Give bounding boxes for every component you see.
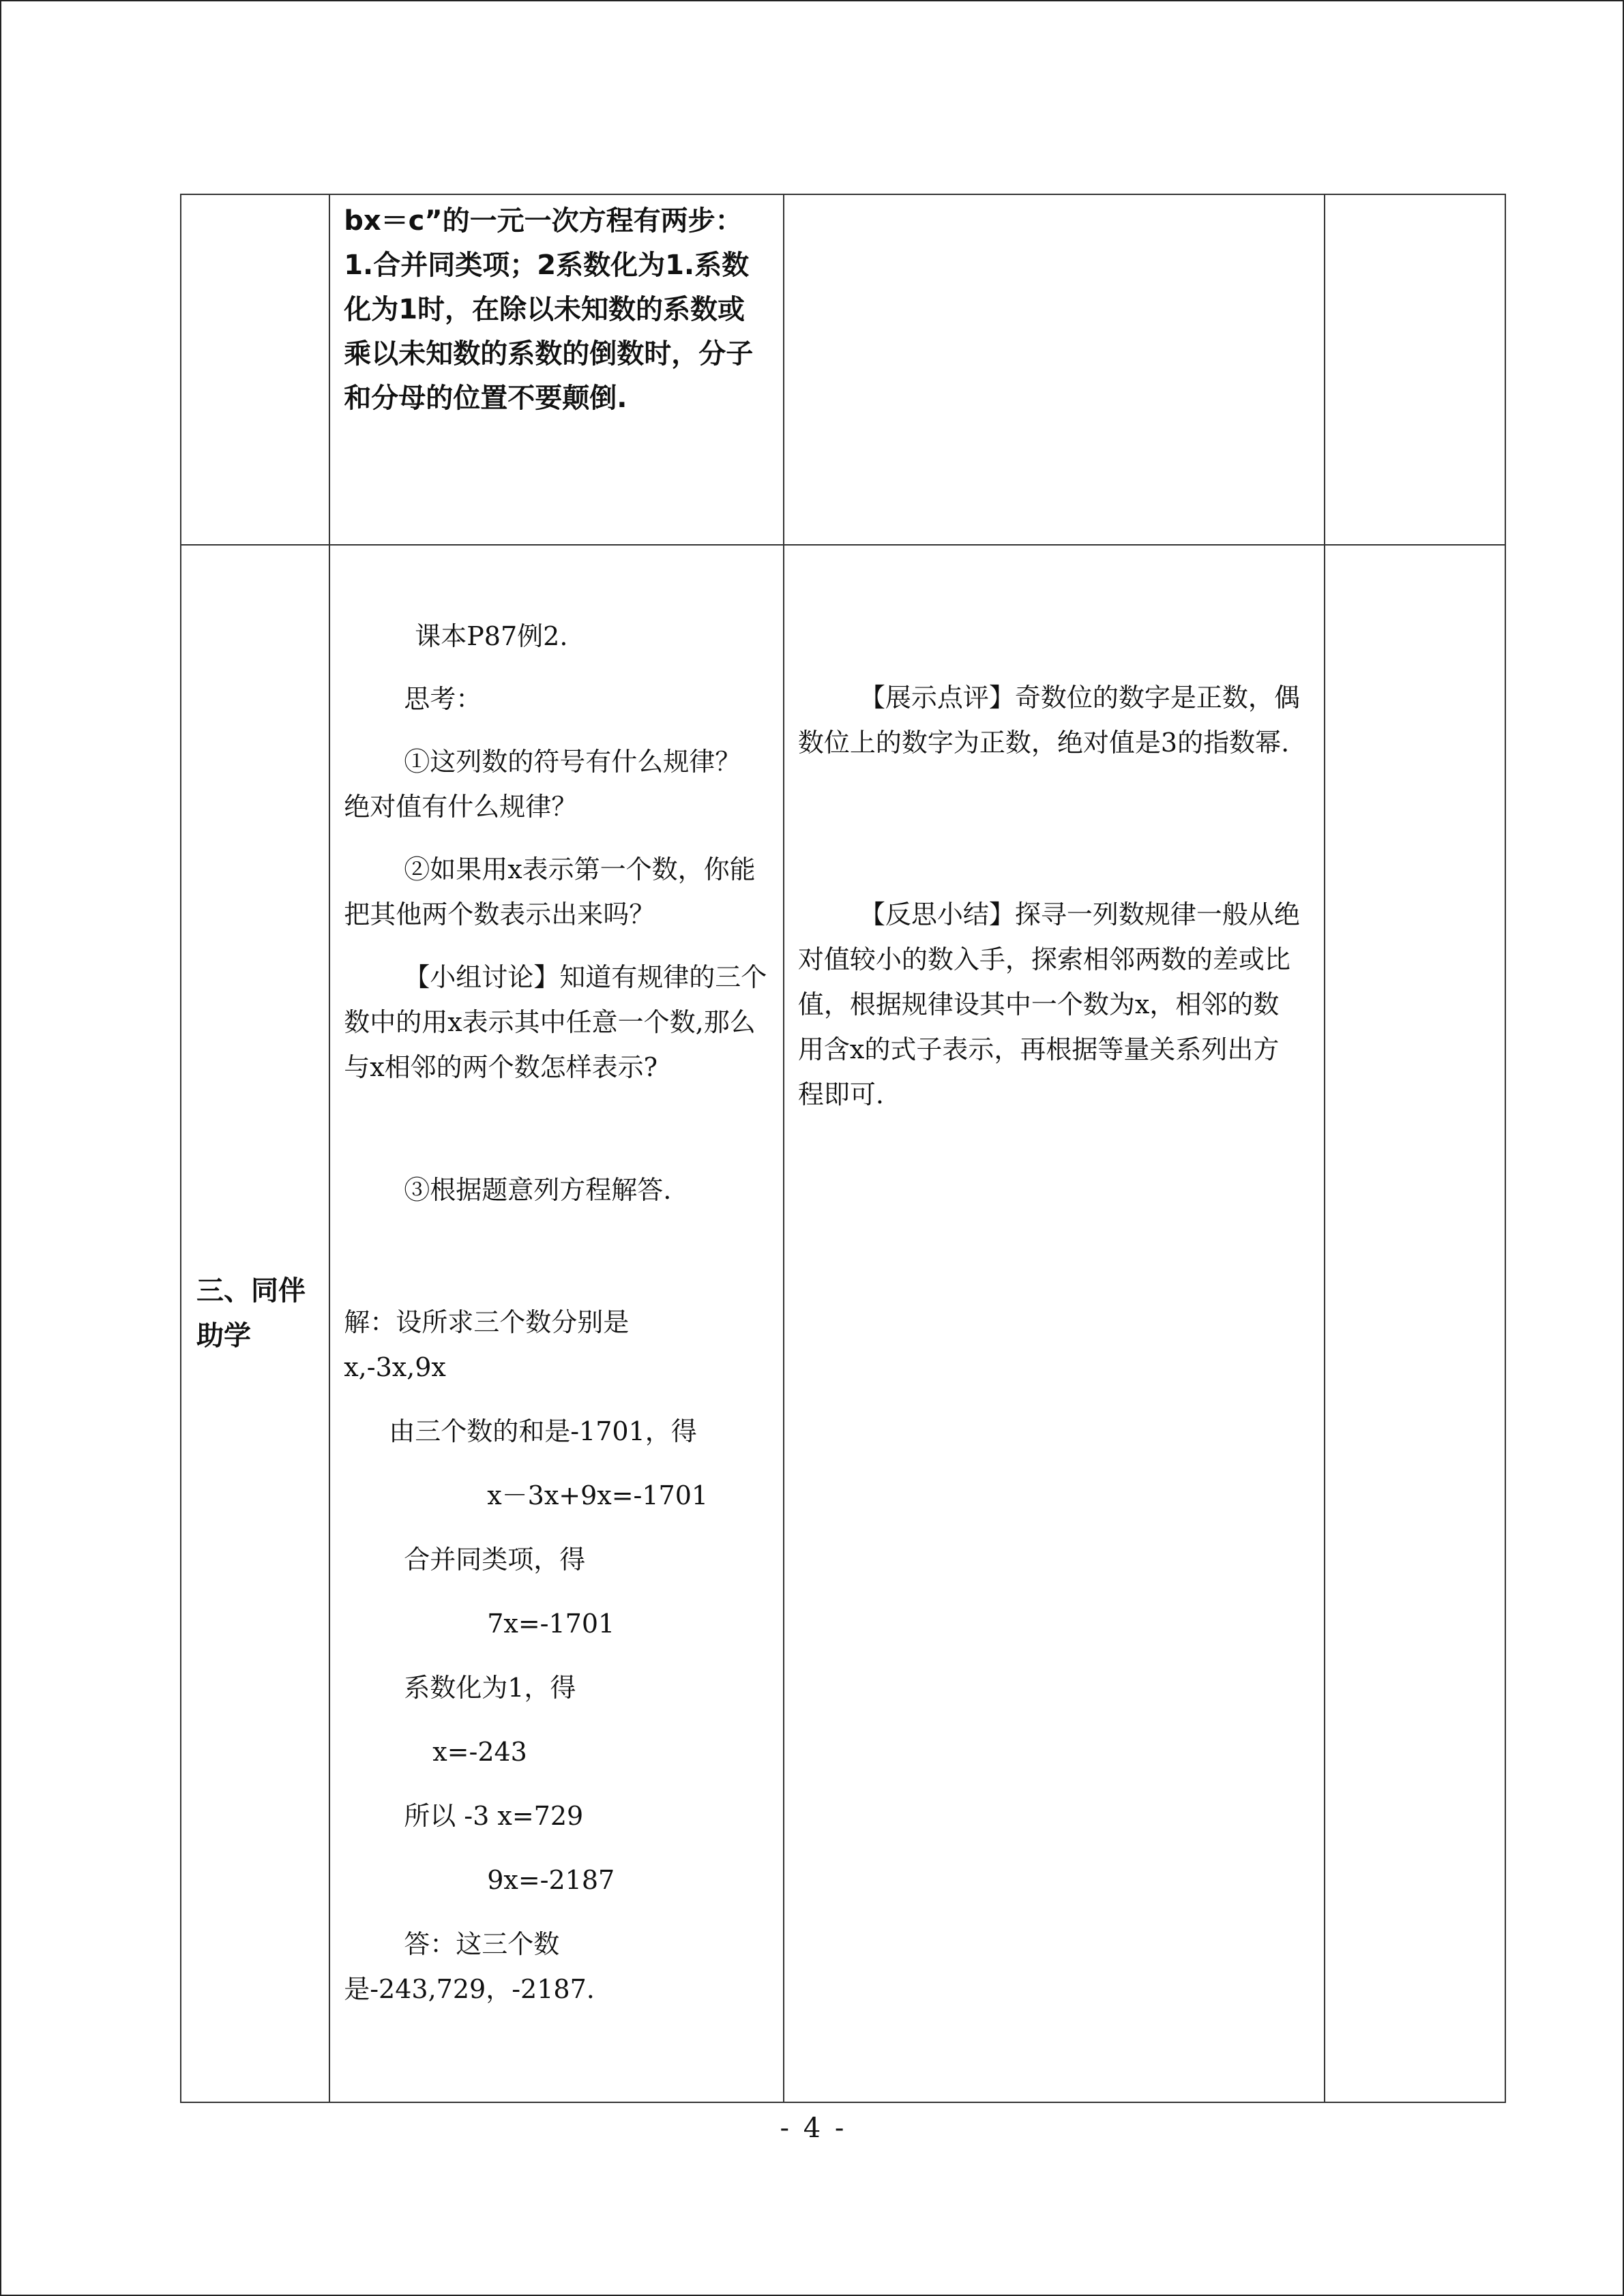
question-2: ②如果用x表示第一个数，你能把其他两个数表示出来吗？ xyxy=(344,854,756,929)
section-cell xyxy=(181,545,329,2102)
solution-step-sum: 由三个数的和是-1701，得 xyxy=(389,1416,697,1446)
section-cell-empty xyxy=(181,194,329,545)
question-1: ①这列数的符号有什么规律？绝对值有什么规律？ xyxy=(344,747,741,822)
notes-cell-empty xyxy=(1325,545,1505,2102)
reflection-summary: 【反思小结】探寻一列数规律一般从绝对值较小的数入手，探索相邻两数的差或比值，根据规律设其中一个数为x，相邻的数用含x的式子表示，再根据等量关系列出方程即可. xyxy=(797,899,1300,1109)
table-row xyxy=(181,194,1505,545)
solution-nine-x: 9x=-2187 xyxy=(487,1865,615,1895)
solution-combined: 7x=-1701 xyxy=(487,1609,615,1639)
solution-answer: 答：这三个数是-243,729，-2187. xyxy=(344,1929,595,2004)
solution-equation: x－3x+9x=-1701 xyxy=(487,1480,709,1510)
solution-coefficient-label: 系数化为1，得 xyxy=(404,1673,576,1703)
solution-so-label: 所以 -3 x=729 xyxy=(404,1801,584,1831)
notes-cell-empty xyxy=(1325,194,1505,545)
table-row xyxy=(181,545,1505,2102)
section-label: 三、同伴助学 xyxy=(196,1275,306,1352)
teacher-notes-cell xyxy=(784,545,1325,2102)
student-activity-cell xyxy=(329,545,784,2102)
showcase-comment: 【展示点评】奇数位的数字是正数，偶数位上的数字为正数，绝对值是3的指数幂. xyxy=(797,683,1300,758)
lesson-plan-table xyxy=(180,194,1506,2103)
solution-x-value: x=-243 xyxy=(432,1737,527,1767)
teacher-cell-empty xyxy=(784,194,1325,545)
question-3: ③根据题意列方程解答. xyxy=(404,1175,672,1205)
solution-combine-label: 合并同类项，得 xyxy=(404,1545,586,1575)
method-cell xyxy=(329,194,784,545)
textbook-reference: 课本P87例2. xyxy=(415,621,568,651)
solution-intro: 解：设所求三个数分别是 x,-3x,9x xyxy=(344,1307,630,1382)
method-text: bx＝c”的一元一次方程有两步：1.合并同类项；2系数化为1.系数化为1时，在除以未知数的系数或乘以未知数的系数的倒数时，分子和分母的位置不要颠倒. xyxy=(344,205,754,414)
page-number: - 4 - xyxy=(780,2113,847,2144)
think-label: 思考： xyxy=(404,684,482,714)
group-discussion: 【小组讨论】知道有规律的三个数中的用x表示其中任意一个数,那么与x相邻的两个数怎样表示? xyxy=(344,962,767,1082)
